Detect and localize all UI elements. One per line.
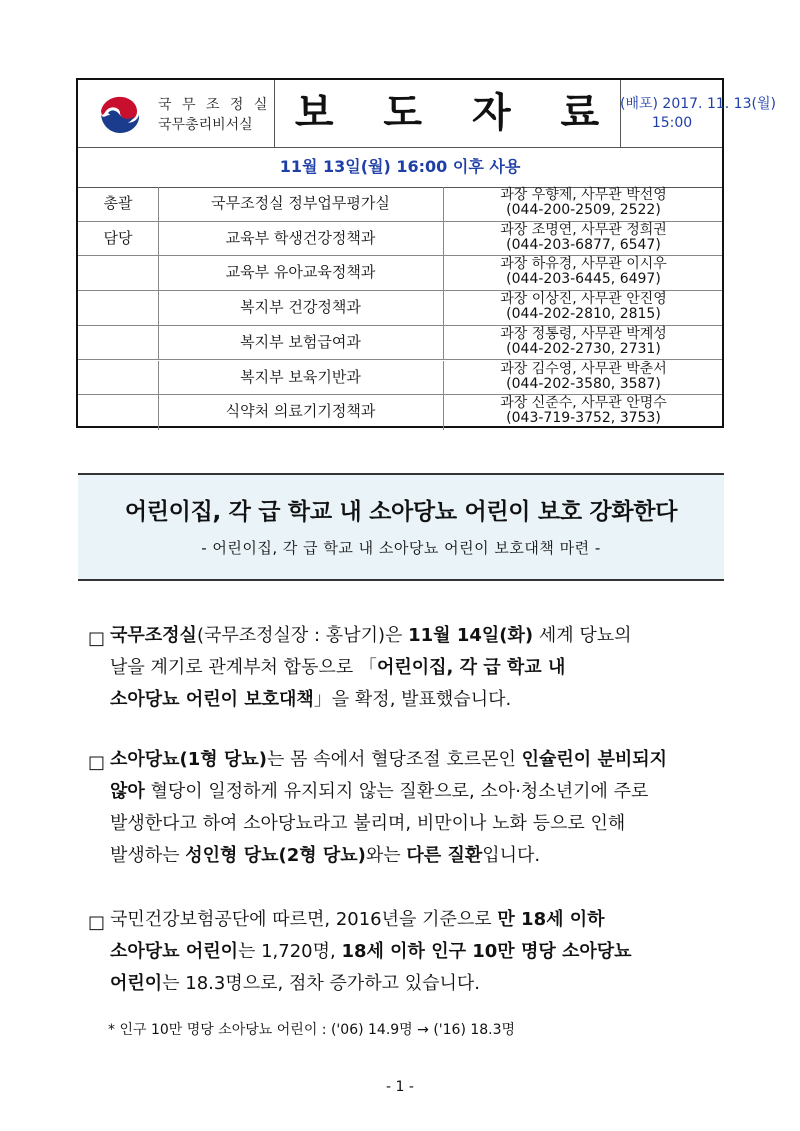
contact-dept: 식약처 의료기기정책과 — [158, 395, 444, 430]
headline-title: 어린이집, 각 급 학교 내 소아당뇨 어린이 보호 강화한다 — [124, 499, 678, 525]
text: 입니다. — [482, 845, 541, 866]
text: 는 몸 속에서 혈당조절 호르몬인 — [266, 749, 522, 770]
press-release-header-table — [76, 78, 776, 428]
contact-dept: 교육부 학생건강정책과 — [158, 222, 444, 256]
text-bold: 다른 질환 — [406, 845, 483, 866]
contact-person: 과장 신준수, 사무관 안명수 — [500, 395, 667, 412]
contact-phone: (044-203-6445, 6497) — [506, 271, 661, 288]
text-bold: 소아당뇨 어린이 보호대책 — [110, 689, 314, 710]
paragraph-line — [110, 904, 605, 936]
contact-row — [78, 256, 722, 291]
contact-phone: (044-202-3580, 3587) — [506, 375, 661, 392]
page-number: - 1 - — [386, 1079, 414, 1095]
contact-row — [78, 361, 722, 396]
text: 와는 — [365, 845, 407, 866]
headline-box — [78, 473, 724, 581]
contact-role — [78, 326, 159, 360]
contact-row — [78, 395, 722, 430]
text: 세계 당뇨의 — [533, 625, 632, 646]
contact-info — [443, 291, 724, 326]
text: 국민건강보험공단에 따르면, 2016년을 기준으로 — [110, 909, 498, 930]
text: 」을 확정, 발표했습니다. — [313, 689, 512, 710]
paragraph-line — [110, 936, 632, 968]
government-emblem-icon — [98, 91, 142, 135]
text: 발생하는 — [110, 845, 186, 866]
text: (국무조정실장 : 홍남기)은 — [196, 625, 409, 646]
contact-info — [443, 187, 724, 222]
text: 혈당이 일정하게 유지되지 않는 질환으로, 소아·청소년기에 주로 — [144, 781, 649, 802]
header-top-row — [78, 80, 776, 148]
contact-role: 총괄 — [78, 187, 159, 221]
text-bold: 어린이 — [110, 973, 163, 994]
contact-person: 과장 하유경, 사무관 이시우 — [500, 256, 667, 273]
contact-person: 과장 김수영, 사무관 박춘서 — [500, 360, 667, 377]
contact-role — [78, 256, 159, 290]
text-bold: 11월 14일(화) — [408, 625, 534, 646]
footnote: * 인구 10만 명당 소아당뇨 어린이 : ('06) 14.9명 → ('16) 18.3명 — [108, 1022, 516, 1038]
contact-person: 과장 이상진, 사무관 안진영 — [500, 291, 667, 308]
paragraph-line — [110, 684, 511, 716]
text: 는 18.3명으로, 점차 증가하고 있습니다. — [162, 973, 481, 994]
paragraph-1 — [88, 620, 724, 720]
text-bold: 소아당뇨(1형 당뇨) — [110, 749, 267, 770]
contact-phone: (044-202-2810, 2815) — [506, 306, 661, 323]
headline-subtitle: - 어린이집, 각 급 학교 내 소아당뇨 어린이 보호대책 마련 - — [201, 539, 601, 557]
contact-person: 과장 우향제, 사무관 박선영 — [500, 187, 667, 203]
text-bold: 인슐린이 분비되지 — [521, 749, 667, 770]
contact-role — [78, 395, 159, 430]
press-release-title: 보 도 자 료 — [294, 90, 618, 136]
contact-row — [78, 326, 722, 361]
contact-row — [78, 187, 722, 222]
paragraph-line — [110, 744, 667, 776]
release-time: 15:00 — [651, 115, 693, 131]
text-bold: 국무조정실 — [110, 625, 197, 646]
paragraph-line: 발생한다고 하여 소아당뇨라고 불리며, 비만이나 노화 등으로 인해 — [110, 813, 626, 834]
contact-phone: (044-202-2730, 2731) — [506, 340, 661, 357]
contact-dept: 복지부 건강정책과 — [158, 291, 444, 325]
contact-role — [78, 361, 159, 395]
contact-row — [78, 222, 722, 257]
checkbox-bullet-icon: □ — [88, 752, 106, 773]
contact-person: 과장 정통령, 사무관 박계성 — [500, 325, 667, 342]
text-bold: 소아당뇨 어린이 — [110, 941, 238, 962]
contact-dept: 복지부 보육기반과 — [158, 361, 444, 395]
org-name-line1: 국 무 조 정 실 — [158, 97, 271, 113]
text-bold: 만 18세 이하 — [497, 909, 605, 930]
checkbox-bullet-icon: □ — [88, 912, 106, 933]
paragraph-2 — [88, 744, 724, 874]
release-date-cell — [620, 80, 776, 147]
title-cell — [274, 80, 621, 147]
contact-phone: (043-719-3752, 3753) — [506, 410, 661, 427]
paragraph-3 — [88, 904, 724, 1004]
text-bold: 어린이집, 각 급 학교 내 — [376, 657, 566, 678]
contact-info — [443, 395, 724, 431]
contact-dept: 복지부 보험급여과 — [158, 326, 444, 360]
contact-info — [443, 222, 724, 257]
text: 는 1,720명, — [237, 941, 342, 962]
contact-info — [443, 256, 724, 291]
contact-dept: 교육부 유아교육정책과 — [158, 256, 444, 290]
paragraph-line — [110, 620, 631, 652]
contact-dept: 국무조정실 정부업무평가실 — [158, 187, 444, 221]
paragraph-line — [110, 968, 480, 1000]
embargo-notice: 11월 13일(월) 16:00 이후 사용 — [78, 147, 722, 188]
text-bold: 않아 — [110, 781, 145, 802]
contact-phone: (044-203-6877, 6547) — [506, 236, 661, 253]
paragraph-line — [110, 776, 648, 808]
contact-info — [443, 326, 724, 361]
contact-role — [78, 291, 159, 325]
paragraph-line — [110, 840, 540, 872]
logo-cell — [78, 80, 275, 147]
contact-role: 담당 — [78, 222, 159, 256]
contact-person: 과장 조명연, 사무관 정희권 — [500, 221, 667, 238]
contact-phone: (044-200-2509, 2522) — [506, 202, 661, 218]
paragraph-line — [110, 652, 565, 684]
text: 날을 계기로 관계부처 합동으로 「 — [110, 657, 377, 678]
release-date: (배포) 2017. 11. 13(월) — [620, 96, 776, 112]
org-name-line2: 국무총리비서실 — [158, 117, 253, 133]
checkbox-bullet-icon: □ — [88, 628, 106, 649]
text-bold: 18세 이하 인구 10만 명당 소아당뇨 — [341, 941, 632, 962]
contact-row — [78, 291, 722, 326]
contact-info — [443, 361, 724, 396]
text-bold: 성인형 당뇨(2형 당뇨) — [185, 845, 366, 866]
